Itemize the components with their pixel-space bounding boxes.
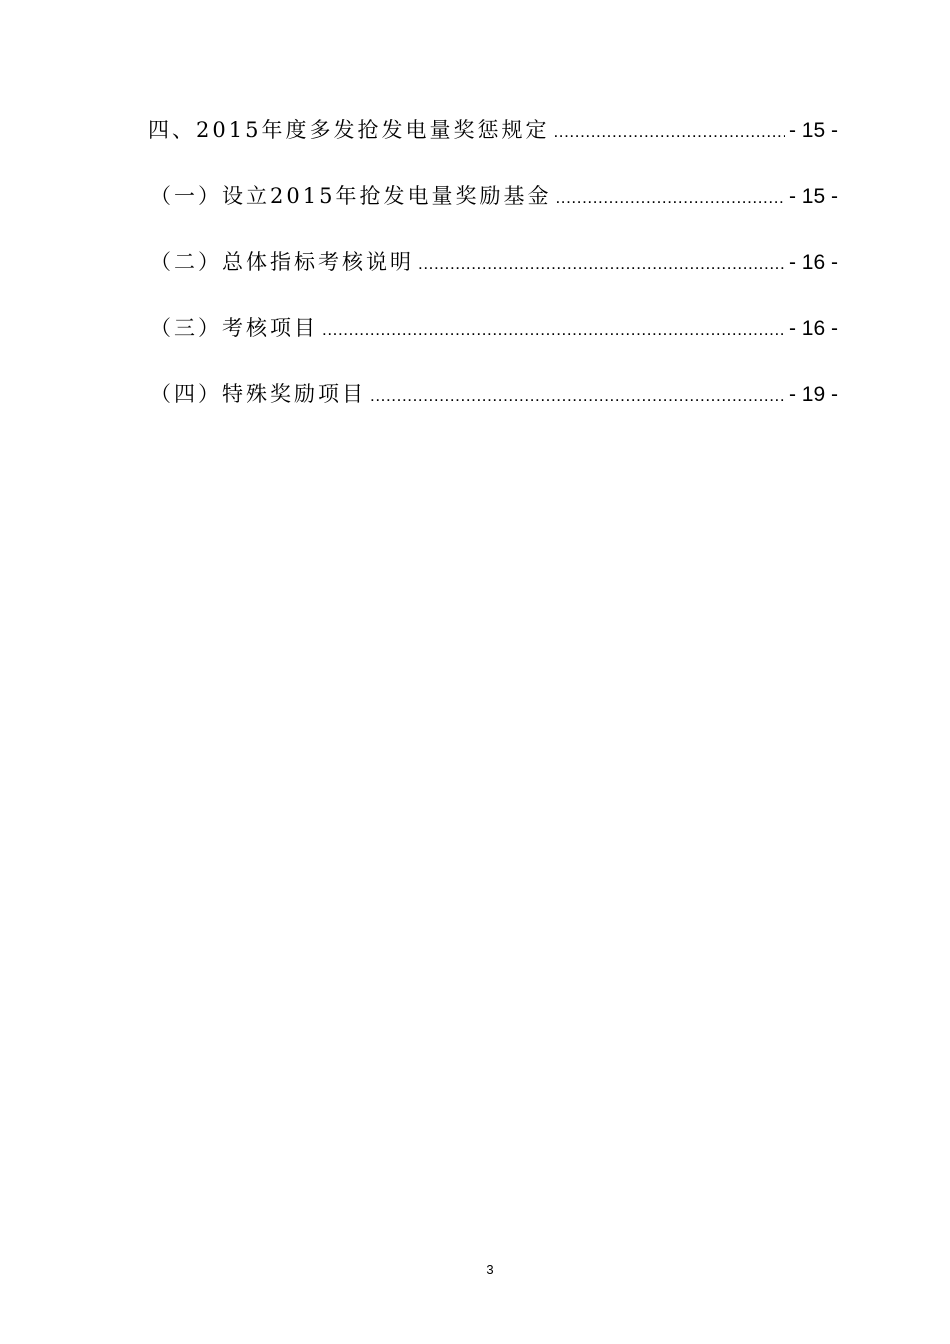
toc-entry-title: （二）总体指标考核说明: [150, 250, 414, 274]
toc-entry-page: - 15 -: [788, 119, 838, 142]
toc-dot-leader: [553, 122, 785, 142]
toc-entry-title: （三）考核项目: [150, 316, 318, 340]
toc-entry-page: - 16 -: [788, 317, 838, 340]
toc-dot-leader: [322, 320, 785, 340]
toc-dot-leader: [418, 254, 785, 274]
toc-entry-title: 四、2015年度多发抢发电量奖惩规定: [148, 118, 550, 142]
toc-entry-subsection-4[interactable]: [148, 378, 838, 444]
toc-entry-title: （四）特殊奖励项目: [150, 382, 366, 406]
toc-entry-subsection-1[interactable]: [148, 180, 838, 246]
toc-entry-title: （一）设立2015年抢发电量奖励基金: [150, 184, 552, 208]
page-number: 3: [486, 1262, 494, 1277]
toc-entry-page: - 15 -: [788, 185, 838, 208]
table-of-contents: [148, 114, 838, 444]
toc-dot-leader: [555, 188, 785, 208]
toc-dot-leader: [370, 386, 785, 406]
toc-entry-section-4[interactable]: [148, 114, 838, 180]
toc-entry-page: - 19 -: [788, 383, 838, 406]
toc-entry-subsection-2[interactable]: [148, 246, 838, 312]
toc-entry-page: - 16 -: [788, 251, 838, 274]
toc-entry-subsection-3[interactable]: [148, 312, 838, 378]
